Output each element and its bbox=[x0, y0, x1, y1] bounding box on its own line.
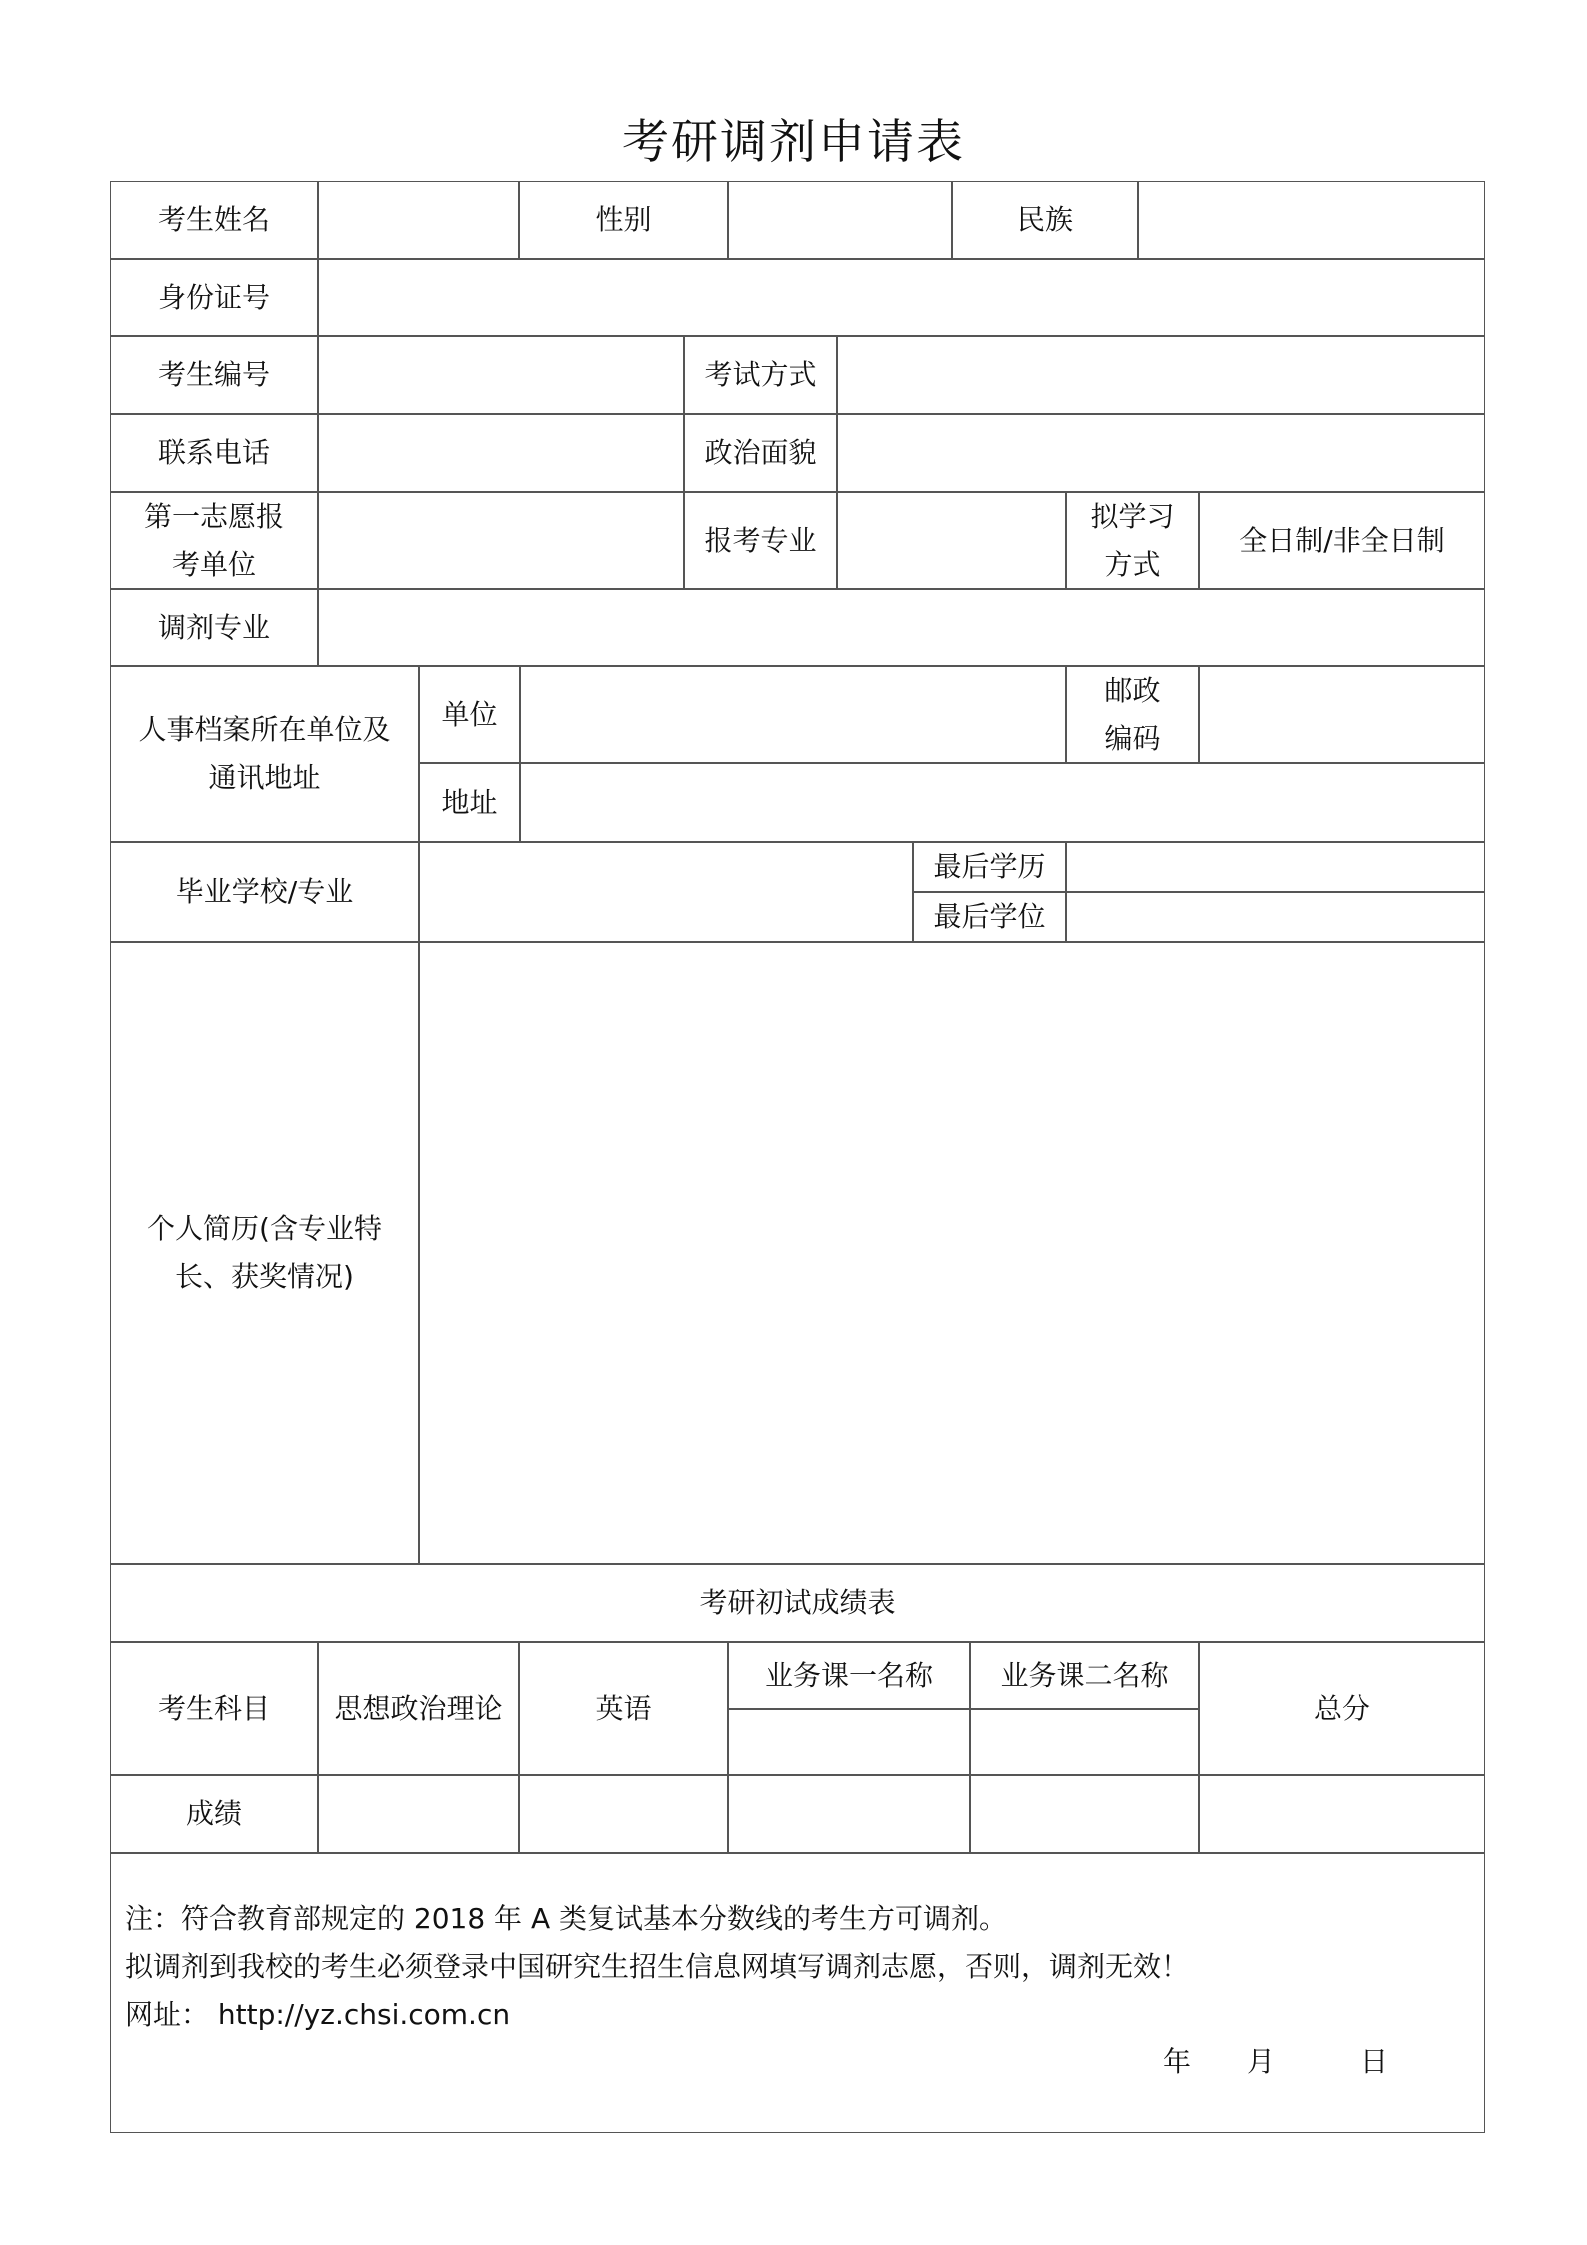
notes bbox=[125, 1895, 1189, 2039]
ethnicity-input[interactable] bbox=[1139, 182, 1484, 258]
political-status-field[interactable] bbox=[837, 414, 1485, 492]
subject-politics: 思想政治理论 bbox=[318, 1642, 519, 1775]
score-total-input[interactable] bbox=[1200, 1776, 1484, 1852]
gender-label: 性别 bbox=[519, 181, 728, 259]
subject-english: 英语 bbox=[519, 1642, 728, 1775]
unit-input[interactable] bbox=[521, 667, 1065, 762]
score-english-input[interactable] bbox=[520, 1776, 727, 1852]
address-label: 地址 bbox=[419, 763, 520, 842]
graduation-input[interactable] bbox=[420, 843, 912, 941]
score-row-label: 成绩 bbox=[110, 1775, 318, 1853]
note-line-3: 网址： http://yz.chsi.com.cn bbox=[125, 1998, 511, 2031]
archive-address-label: 人事档案所在单位及通讯地址 bbox=[110, 666, 419, 842]
phone-input[interactable] bbox=[319, 415, 683, 491]
score-course1-field[interactable] bbox=[728, 1775, 970, 1853]
exam-mode-field[interactable] bbox=[837, 336, 1485, 414]
phone-label: 联系电话 bbox=[110, 414, 318, 492]
ethnicity-label: 民族 bbox=[952, 181, 1138, 259]
resume-field[interactable] bbox=[419, 942, 1485, 1564]
resume-label: 个人简历(含专业特长、获奖情况) bbox=[110, 942, 419, 1564]
score-english-field[interactable] bbox=[519, 1775, 728, 1853]
political-status-input[interactable] bbox=[838, 415, 1484, 491]
postcode-label: 邮政编码 bbox=[1066, 666, 1199, 763]
first-choice-unit-label: 第一志愿报考单位 bbox=[110, 492, 318, 589]
unit-label: 单位 bbox=[419, 666, 520, 763]
phone-field[interactable] bbox=[318, 414, 684, 492]
unit-field[interactable] bbox=[520, 666, 1066, 763]
last-education-label: 最后学历 bbox=[913, 842, 1066, 892]
note-line-2: 拟调剂到我校的考生必须登录中国研究生招生信息网填写调剂志愿，否则，调剂无效！ bbox=[125, 1950, 1190, 1983]
exam-number-field[interactable] bbox=[318, 336, 684, 414]
applied-major-field[interactable] bbox=[837, 492, 1066, 589]
exam-mode-input[interactable] bbox=[838, 337, 1484, 413]
subject-course2-name-field[interactable] bbox=[970, 1709, 1199, 1775]
name-input[interactable] bbox=[319, 182, 518, 258]
first-choice-unit-input[interactable] bbox=[319, 493, 683, 588]
date-day: 日 bbox=[1360, 2045, 1389, 2078]
transfer-major-field[interactable] bbox=[318, 589, 1485, 666]
ethnicity-field[interactable] bbox=[1138, 181, 1485, 259]
applied-major-label: 报考专业 bbox=[684, 492, 837, 589]
id-number-input[interactable] bbox=[319, 260, 1484, 335]
graduation-field[interactable] bbox=[419, 842, 913, 942]
score-course2-input[interactable] bbox=[971, 1776, 1198, 1852]
gender-input[interactable] bbox=[729, 182, 951, 258]
id-number-label: 身份证号 bbox=[110, 259, 318, 336]
last-education-input[interactable] bbox=[1067, 843, 1484, 891]
date-year: 年 bbox=[1163, 2045, 1192, 2078]
subject-course2-name-input[interactable] bbox=[971, 1710, 1198, 1774]
transfer-major-label: 调剂专业 bbox=[110, 589, 318, 666]
score-total-field[interactable] bbox=[1199, 1775, 1485, 1853]
name-label: 考生姓名 bbox=[110, 181, 318, 259]
subject-course1-name-input[interactable] bbox=[729, 1710, 969, 1774]
gender-field[interactable] bbox=[728, 181, 952, 259]
first-choice-unit-field[interactable] bbox=[318, 492, 684, 589]
date-month: 月 bbox=[1247, 2045, 1276, 2078]
last-education-field[interactable] bbox=[1066, 842, 1485, 892]
postcode-field[interactable] bbox=[1199, 666, 1485, 763]
address-input[interactable] bbox=[521, 764, 1484, 841]
score-politics-field[interactable] bbox=[318, 1775, 519, 1853]
last-degree-field[interactable] bbox=[1066, 892, 1485, 942]
exam-mode-label: 考试方式 bbox=[684, 336, 837, 414]
exam-number-input[interactable] bbox=[319, 337, 683, 413]
subject-total: 总分 bbox=[1199, 1642, 1485, 1775]
note-line-1: 注：符合教育部规定的 2018 年 A 类复试基本分数线的考生方可调剂。 bbox=[125, 1902, 1008, 1935]
name-field[interactable] bbox=[318, 181, 519, 259]
last-degree-input[interactable] bbox=[1067, 893, 1484, 941]
score-table-title: 考研初试成绩表 bbox=[110, 1564, 1485, 1642]
study-mode-label: 拟学习方式 bbox=[1066, 492, 1199, 589]
score-course1-input[interactable] bbox=[729, 1776, 969, 1852]
subject-header: 考生科目 bbox=[110, 1642, 318, 1775]
subject-course1-name-field[interactable] bbox=[728, 1709, 970, 1775]
id-number-field[interactable] bbox=[318, 259, 1485, 336]
study-mode-value[interactable]: 全日制/非全日制 bbox=[1199, 492, 1485, 589]
transfer-major-input[interactable] bbox=[319, 590, 1484, 665]
last-degree-label: 最后学位 bbox=[913, 892, 1066, 942]
exam-number-label: 考生编号 bbox=[110, 336, 318, 414]
score-politics-input[interactable] bbox=[319, 1776, 518, 1852]
address-field[interactable] bbox=[520, 763, 1485, 842]
subject-course1-header: 业务课一名称 bbox=[728, 1642, 970, 1709]
score-course2-field[interactable] bbox=[970, 1775, 1199, 1853]
applied-major-input[interactable] bbox=[838, 493, 1065, 588]
graduation-label: 毕业学校/专业 bbox=[110, 842, 419, 942]
subject-course2-header: 业务课二名称 bbox=[970, 1642, 1199, 1709]
political-status-label: 政治面貌 bbox=[684, 414, 837, 492]
postcode-input[interactable] bbox=[1200, 667, 1484, 762]
form-title: 考研调剂申请表 bbox=[622, 115, 965, 170]
